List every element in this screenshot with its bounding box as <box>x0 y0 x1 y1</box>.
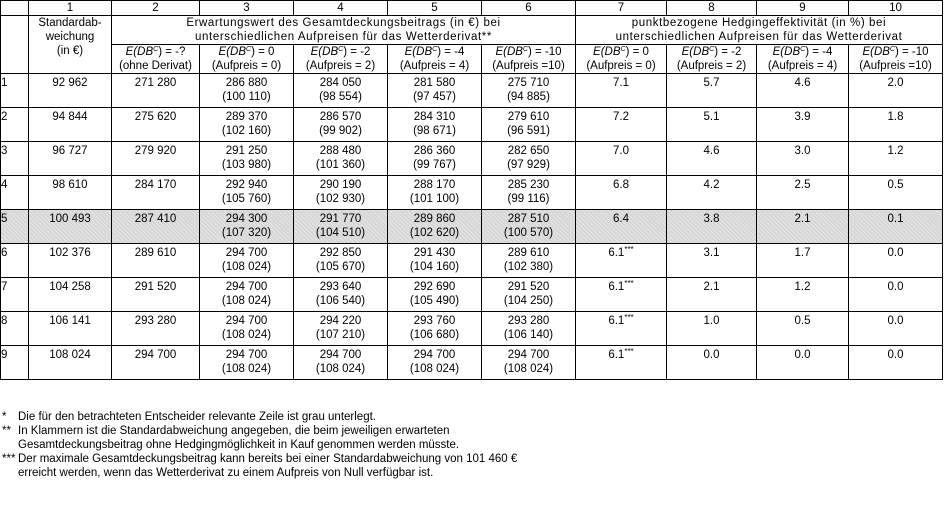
footnote-marker: * <box>2 411 7 423</box>
expected-value-cell: 294 700 (108 024) <box>200 244 294 278</box>
table-row <box>1 346 943 380</box>
hedging-effectiveness-cell: 1.2 <box>849 142 943 176</box>
colnum: 2 <box>112 1 200 16</box>
expected-value-cell: 291 770 (104 510) <box>294 210 388 244</box>
footnote <box>0 452 930 480</box>
hedging-effectiveness-header: punktbezogene Hedgingeffektivität (in %) bei unterschiedlichen Aufpreisen für das Wetterderivat <box>576 16 943 45</box>
stddev-cell: 102 376 <box>29 244 112 278</box>
hedging-effectiveness-cell: 2.0 <box>849 74 943 108</box>
expected-value-cell: 291 430 (104 160) <box>388 244 482 278</box>
colnum: 1 <box>29 1 112 16</box>
subheader-cell: $E(DB^C) = 0$ (Aufpreis = 0) <box>576 45 667 74</box>
hedging-effectiveness-cell: 5.1 <box>667 108 757 142</box>
subheader-cell: $E(DB^C) = -4$ (Aufpreis = 4) <box>388 45 482 74</box>
hedging-effectiveness-cell: 3.1 <box>667 244 757 278</box>
hedging-effectiveness-cell: 6.1*** <box>576 312 667 346</box>
footnote <box>0 410 930 424</box>
hedging-effectiveness-cell: 0.0 <box>849 278 943 312</box>
hedging-effectiveness-cell: 0.1 <box>849 210 943 244</box>
footnote-text: In Klammern ist die Standardabweichung angegeben, die beim jeweiligen erwarteten <box>18 425 450 437</box>
footnote-text: Gesamtdeckungsbeitrag ohne Hedgingmöglichkeit in Kauf genommen werden müsste. <box>18 439 460 451</box>
row-number: 1 <box>1 74 29 108</box>
expected-value-cell: 288 170 (101 100) <box>388 176 482 210</box>
subheader-cell: $E(DB^C)$ = -? (ohne Derivat) <box>112 45 200 74</box>
expected-value-cell: 291 520 (104 250) <box>482 278 576 312</box>
hedging-effectiveness-cell: 1.7 <box>757 244 849 278</box>
hedging-effectiveness-cell: 3.9 <box>757 108 849 142</box>
hedging-effectiveness-cell: 5.7 <box>667 74 757 108</box>
hedging-effectiveness-cell: 6.1*** <box>576 244 667 278</box>
subheader-cell: $E(DB^C) = -4$ (Aufpreis = 4) <box>757 45 849 74</box>
colnum: 8 <box>667 1 757 16</box>
expected-value-cell: 293 760 (106 680) <box>388 312 482 346</box>
row-number: 8 <box>1 312 29 346</box>
expected-value-cell: 286 880 (100 110) <box>200 74 294 108</box>
expected-value-cell: 281 580 (97 457) <box>388 74 482 108</box>
expected-value-cell: 292 940 (105 760) <box>200 176 294 210</box>
hedging-effectiveness-cell: 1.0 <box>667 312 757 346</box>
expected-no-derivative-cell: 289 610 <box>112 244 200 278</box>
footnotes <box>0 410 930 480</box>
colnum: 9 <box>757 1 849 16</box>
expected-value-cell: 294 700 (108 024) <box>200 278 294 312</box>
expected-value-cell: 293 640 (106 540) <box>294 278 388 312</box>
table-row <box>1 278 943 312</box>
subheader-cell: $E(DB^C) = -2$ (Aufpreis = 2) <box>667 45 757 74</box>
expected-no-derivative-cell: 291 520 <box>112 278 200 312</box>
footnote-text: Der maximale Gesamtdeckungsbeitrag kann bereits bei einer Standardabweichung von 101 460 € <box>18 453 518 465</box>
expected-value-cell: 279 610 (96 591) <box>482 108 576 142</box>
expected-value-cell: 294 700 (108 024) <box>294 346 388 380</box>
colnum: 5 <box>388 1 482 16</box>
subheader-cell: $E(DB^C) = -2$ (Aufpreis = 2) <box>294 45 388 74</box>
colnum: 7 <box>576 1 667 16</box>
expected-contribution-header: Erwartungswert des Gesamtdeckungsbeitrags (in €) bei unterschiedlichen Aufpreisen für das Wetterderivat** <box>112 16 576 45</box>
expected-value-cell: 294 700 (108 024) <box>200 312 294 346</box>
hedging-effectiveness-cell: 6.4 <box>576 210 667 244</box>
expected-no-derivative-cell: 284 170 <box>112 176 200 210</box>
expected-value-cell: 294 700 (108 024) <box>482 346 576 380</box>
hedging-effectiveness-cell: 4.6 <box>667 142 757 176</box>
hedging-effectiveness-cell: 1.2 <box>757 278 849 312</box>
hedging-effectiveness-cell: 6.8 <box>576 176 667 210</box>
expected-no-derivative-cell: 271 280 <box>112 74 200 108</box>
expected-value-cell: 293 280 (106 140) <box>482 312 576 346</box>
footnote-text: Die für den betrachteten Entscheider relevante Zeile ist grau unterlegt. <box>18 411 376 423</box>
expected-value-cell: 282 650 (97 929) <box>482 142 576 176</box>
stddev-cell: 104 258 <box>29 278 112 312</box>
expected-value-cell: 292 690 (105 490) <box>388 278 482 312</box>
column-number-row <box>1 1 943 16</box>
hedging-effectiveness-cell: 6.1*** <box>576 278 667 312</box>
row-number: 6 <box>1 244 29 278</box>
colnum: 6 <box>482 1 576 16</box>
hedging-effectiveness-cell: 0.5 <box>757 312 849 346</box>
hedging-effectiveness-cell: 7.2 <box>576 108 667 142</box>
hedging-effectiveness-cell: 4.6 <box>757 74 849 108</box>
expected-value-cell: 294 220 (107 210) <box>294 312 388 346</box>
table-row <box>1 176 943 210</box>
stddev-cell: 100 493 <box>29 210 112 244</box>
row-number: 7 <box>1 278 29 312</box>
hedging-effectiveness-cell: 7.1 <box>576 74 667 108</box>
table-row <box>1 244 943 278</box>
stddev-cell: 106 141 <box>29 312 112 346</box>
expected-value-cell: 294 300 (107 320) <box>200 210 294 244</box>
row-number: 3 <box>1 142 29 176</box>
expected-value-cell: 289 860 (102 620) <box>388 210 482 244</box>
expected-value-cell: 291 250 (103 980) <box>200 142 294 176</box>
expected-value-cell: 292 850 (105 670) <box>294 244 388 278</box>
expected-value-cell: 286 360 (99 767) <box>388 142 482 176</box>
stddev-cell: 96 727 <box>29 142 112 176</box>
subheader-row <box>1 45 943 74</box>
hedging-effectiveness-cell: 0.5 <box>849 176 943 210</box>
hedging-effectiveness-cell: 0.0 <box>849 312 943 346</box>
stddev-header: Standardab- weichung (in €) <box>29 16 112 74</box>
hedging-effectiveness-cell: 4.2 <box>667 176 757 210</box>
subheader-cell: $E(DB^C) = 0$ (Aufpreis = 0) <box>200 45 294 74</box>
stddev-cell: 108 024 <box>29 346 112 380</box>
expected-value-cell: 285 230 (99 116) <box>482 176 576 210</box>
colnum: 10 <box>849 1 943 16</box>
hedging-effectiveness-cell: 0.0 <box>849 244 943 278</box>
stddev-cell: 98 610 <box>29 176 112 210</box>
group-title-row <box>1 16 943 45</box>
colnum: 4 <box>294 1 388 16</box>
stddev-cell: 94 844 <box>29 108 112 142</box>
hedging-effectiveness-cell: 3.8 <box>667 210 757 244</box>
expected-value-cell: 294 700 (108 024) <box>388 346 482 380</box>
subheader-cell: $E(DB^C) = -10$ (Aufpreis =10) <box>482 45 576 74</box>
expected-no-derivative-cell: 294 700 <box>112 346 200 380</box>
table-row <box>1 312 943 346</box>
hedging-effectiveness-cell: 3.0 <box>757 142 849 176</box>
expected-value-cell: 290 190 (102 930) <box>294 176 388 210</box>
expected-no-derivative-cell: 275 620 <box>112 108 200 142</box>
row-number: 4 <box>1 176 29 210</box>
expected-value-cell: 288 480 (101 360) <box>294 142 388 176</box>
table-row <box>1 108 943 142</box>
footnote-marker: *** <box>2 453 16 465</box>
hedging-effectiveness-cell: 0.0 <box>757 346 849 380</box>
table-row <box>1 142 943 176</box>
footnote <box>0 424 930 452</box>
colnum: 3 <box>200 1 294 16</box>
hedging-effectiveness-cell: 0.0 <box>667 346 757 380</box>
hedging-effectiveness-cell: 2.1 <box>667 278 757 312</box>
table-row <box>1 210 943 244</box>
hedging-effectiveness-cell: 1.8 <box>849 108 943 142</box>
expected-value-cell: 284 050 (98 554) <box>294 74 388 108</box>
stddev-cell: 92 962 <box>29 74 112 108</box>
hedging-effectiveness-cell: 0.0 <box>849 346 943 380</box>
row-number: 9 <box>1 346 29 380</box>
expected-value-cell: 289 370 (102 160) <box>200 108 294 142</box>
row-number: 2 <box>1 108 29 142</box>
row-number: 5 <box>1 210 29 244</box>
expected-value-cell: 294 700 (108 024) <box>200 346 294 380</box>
expected-no-derivative-cell: 279 920 <box>112 142 200 176</box>
expected-value-cell: 286 570 (99 902) <box>294 108 388 142</box>
expected-no-derivative-cell: 293 280 <box>112 312 200 346</box>
expected-value-cell: 287 510 (100 570) <box>482 210 576 244</box>
expected-value-cell: 289 610 (102 380) <box>482 244 576 278</box>
table-row <box>1 74 943 108</box>
expected-value-cell: 284 310 (98 671) <box>388 108 482 142</box>
hedging-effectiveness-cell: 2.5 <box>757 176 849 210</box>
footnote-marker: ** <box>2 425 11 437</box>
subheader-cell: $E(DB^C) = -10$ (Aufpreis =10) <box>849 45 943 74</box>
hedging-effectiveness-cell: 7.0 <box>576 142 667 176</box>
footnote-text: erreicht werden, wenn das Wetterderivat zu einem Aufpreis von Null verfügbar ist. <box>18 467 434 479</box>
hedging-effectiveness-cell: 2.1 <box>757 210 849 244</box>
expected-value-cell: 275 710 (94 885) <box>482 74 576 108</box>
hedging-effectiveness-cell: 6.1*** <box>576 346 667 380</box>
expected-no-derivative-cell: 287 410 <box>112 210 200 244</box>
